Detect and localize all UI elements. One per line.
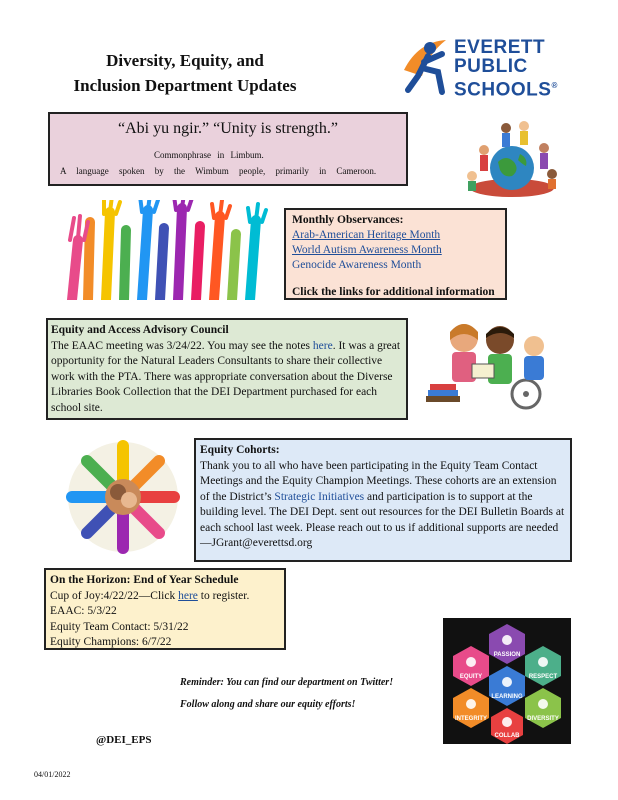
- quote-language-note: A language spoken by the Wimbum people, primarily in Cameroon.: [60, 166, 377, 176]
- children-reading-illustration: [422, 318, 552, 412]
- equity-champions-date: Equity Champions: 6/7/22: [50, 636, 172, 648]
- logo-line-1: EVERETT: [454, 37, 546, 58]
- raised-hands-illustration: [60, 200, 270, 300]
- cohorts-heading: Equity Cohorts:: [200, 444, 280, 456]
- everett-logo: [398, 32, 588, 104]
- quote-box: [48, 112, 408, 186]
- reminder-line-1: Reminder: You can find our department on Twitter!: [180, 677, 394, 688]
- cup-of-joy-register-link[interactable]: here: [178, 589, 198, 602]
- strategic-initiatives-link[interactable]: Strategic Initiatives: [274, 490, 365, 503]
- cohorts-text-1: Thank you to all who have been participating in the Equity Team Contact Meetings and the Equity Champion Meetings. These cohorts are an extension of the District’s: [200, 459, 557, 503]
- quote-main: “Abi yu ngir.” “Unity is strength.”: [118, 120, 338, 137]
- eaac-box: [46, 318, 408, 420]
- observances-note: Click the links for additional information: [292, 286, 495, 298]
- eaac-text-1: The EAAC meeting was 3/24/22. You may see the notes: [51, 339, 313, 352]
- cup-of-joy-line: Cup of Joy:4/22/22—Click here to register.: [50, 589, 250, 602]
- hex-equity-label: EQUITY: [459, 674, 483, 680]
- world-autism-awareness-link[interactable]: World Autism Awareness Month: [292, 244, 442, 256]
- hex-respect-label: RESPECT: [528, 674, 558, 680]
- reminder-line-2: Follow along and share our equity efforts!: [180, 699, 356, 710]
- title-line-1: Diversity, Equity, and: [106, 51, 264, 70]
- eaac-heading: Equity and Access Advisory Council: [51, 324, 229, 336]
- quote-attribution: Commonphrase in Limbum.: [154, 150, 264, 160]
- globe-children-illustration: [462, 118, 562, 200]
- hex-passion-label: PASSION: [493, 652, 521, 658]
- circle-of-hands-illustration: [66, 440, 180, 554]
- logo-line-3: SCHOOLS®: [454, 79, 558, 101]
- hex-collab-label: COLLAB: [494, 733, 520, 739]
- cohorts-text-2: and participation is to support at the building level. The DEI Dept. sent out resources for the DEI Bulletin Boards at each school last week. Please reach out to us if additional supports are needed—JGrant@everettsd.org: [200, 490, 565, 549]
- observances-heading: Monthly Observances:: [292, 214, 404, 226]
- horizon-schedule-box: [44, 568, 286, 650]
- hex-diversity-label: DIVERSITY: [527, 716, 559, 722]
- horizon-heading: On the Horizon: End of Year Schedule: [50, 574, 239, 586]
- monthly-observances-box: [284, 208, 507, 300]
- equity-team-contact-date: Equity Team Contact: 5/31/22: [50, 620, 189, 633]
- document-date: 04/01/2022: [34, 770, 71, 779]
- values-hexagon-panel: [443, 618, 571, 744]
- title-line-2: Inclusion Department Updates: [73, 76, 297, 95]
- eaac-notes-link[interactable]: here: [312, 339, 333, 352]
- eaac-text-2: . It was a great opportunity for the Natural Leaders Consultants to share their collective work with the PTA. There was appropriate conversation about the Diverse Libraries Book Collection that the DEI Department purchased for each school site.: [51, 339, 401, 414]
- equity-cohorts-box: [194, 438, 572, 562]
- eaac-date: EAAC: 5/3/22: [50, 605, 117, 617]
- page-title: [40, 48, 330, 98]
- logo-line-2: PUBLIC: [454, 56, 528, 77]
- twitter-reminder: [180, 672, 440, 716]
- logo-text: [454, 38, 558, 99]
- genocide-awareness-item: Genocide Awareness Month: [292, 259, 422, 271]
- arab-american-heritage-link[interactable]: Arab-American Heritage Month: [292, 229, 441, 241]
- runner-logo-icon: [398, 32, 454, 102]
- hex-integrity-label: INTEGRITY: [454, 716, 488, 722]
- twitter-handle: @DEI_EPS: [96, 734, 152, 746]
- hex-learning-label: LEARNING: [491, 694, 523, 700]
